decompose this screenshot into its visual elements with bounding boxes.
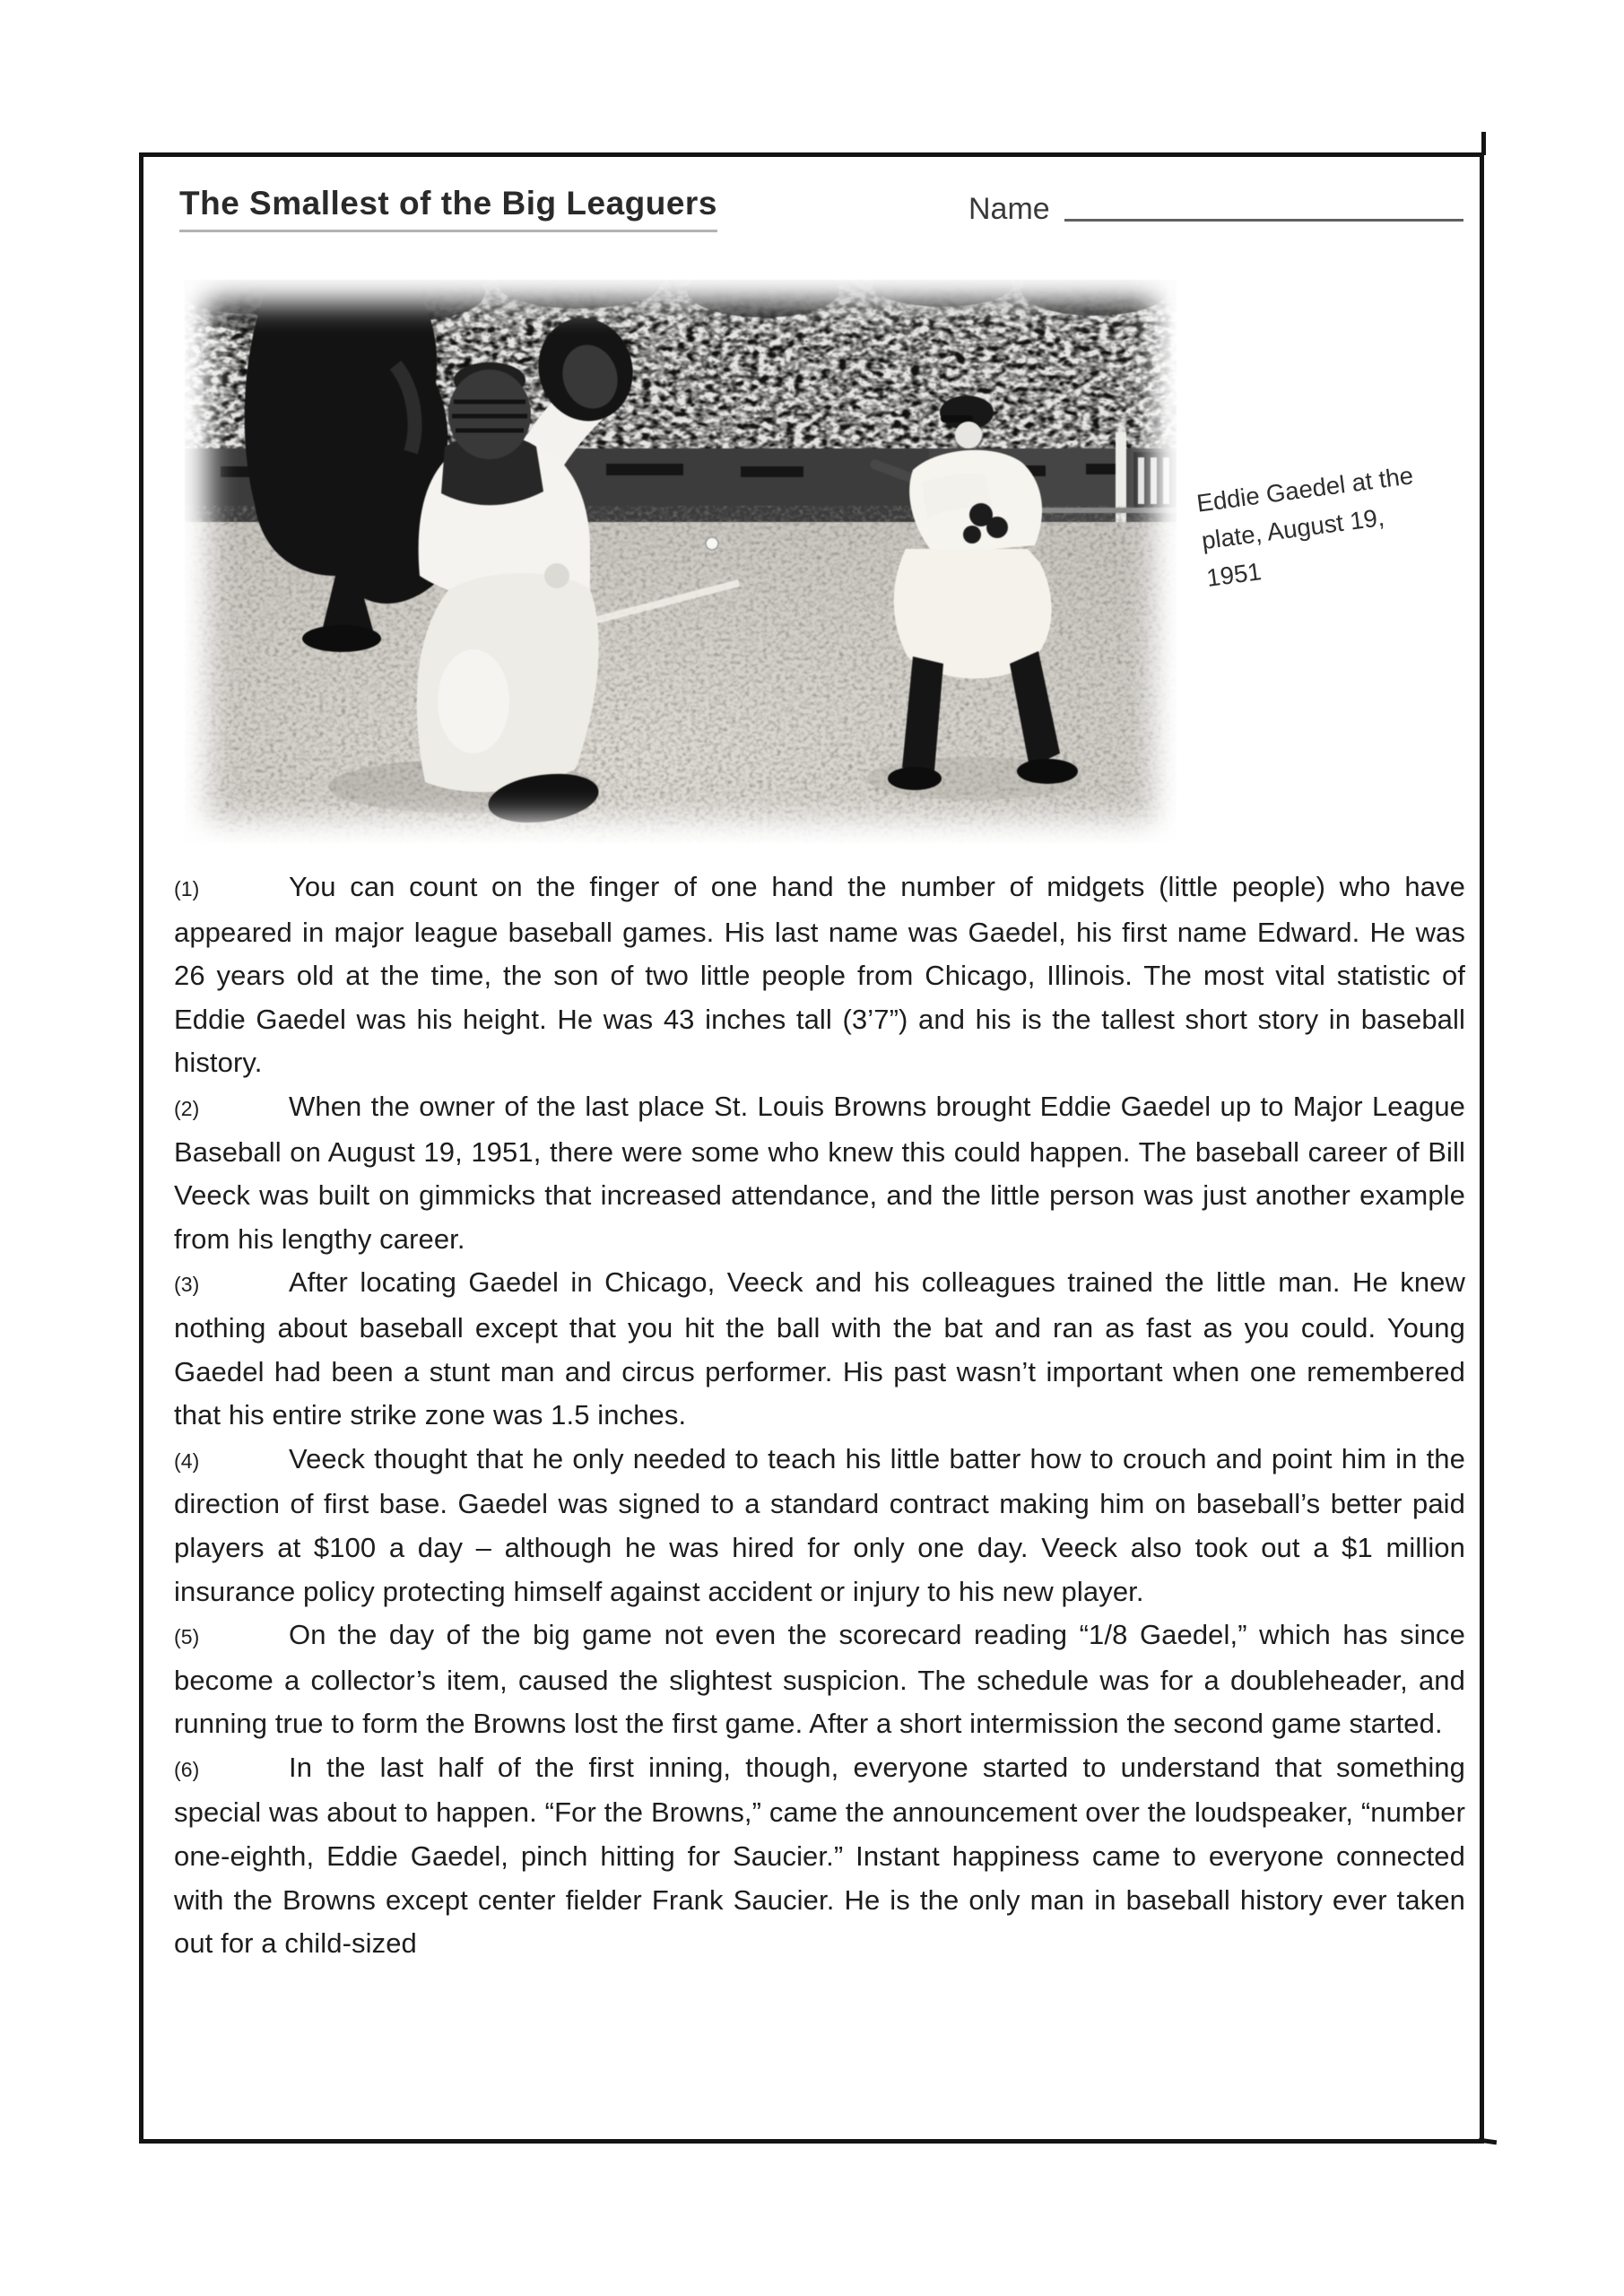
paragraph-text: When the owner of the last place St. Louis Browns brought Eddie Gaedel up to Major League Baseball on August 19, 1951, there were some who knew this could happen. The baseball career of Bill Veeck was built on gimmicks that increased attendance, and the little person was just another example from his lengthy career. <box>174 1090 1465 1255</box>
baseball-photo-image <box>185 280 1177 843</box>
baseball <box>706 537 718 550</box>
photo-caption <box>1194 448 1494 596</box>
page-title: The Smallest of the Big Leaguers <box>179 184 717 232</box>
paragraph-6 <box>174 1746 1465 1966</box>
photo-caption-line: plate, August 19, <box>1200 502 1386 555</box>
paragraph-number: (6) <box>174 1757 200 1781</box>
photo-caption-line: 1951 <box>1204 556 1264 592</box>
paragraph-1 <box>174 865 1465 1085</box>
paragraph-text: You can count on the finger of one hand the number of midgets (little people) who have appeared in major league baseball games. His last name was Gaedel, his first name Edward. He was 26 years old at the time, the son of two little people from Chicago, Illinois. The most vital statistic of Eddie Gaedel was his height. He was 43 inches tall (3’7”) and his is the tallest short story in baseball history. <box>174 871 1465 1079</box>
paragraph-number: (3) <box>174 1273 200 1297</box>
baseball-photo <box>185 280 1177 843</box>
paragraph-4 <box>174 1438 1465 1613</box>
worksheet-page <box>139 152 1484 2144</box>
paragraph-text: Veeck thought that he only needed to teach his little batter how to crouch and point him in the direction of first base. Gaedel was signed to a standard contract making him on baseball’s better paid players at $100 a day – although he was hired for only one day. Veeck also took out a $1 million insurance policy protecting himself against accident or injury to his new player. <box>174 1442 1465 1607</box>
photo-caption-line: Eddie Gaedel at the <box>1194 461 1415 517</box>
paragraph-text: In the last half of the first inning, though, everyone started to understand that something special was about to happen. “For the Browns,” came the announcement over the loudspeaker, “number one-eighth, Eddie Gaedel, pinch hitting for Saucier.” Instant happiness came to everyone connected with the Browns except center fielder Frank Saucier. He is the only man in baseball history ever taken out for a child-sized <box>174 1751 1465 1960</box>
name-blank-line <box>1064 219 1463 222</box>
paragraph-2 <box>174 1085 1465 1261</box>
paragraph-3 <box>174 1261 1465 1437</box>
paragraph-text: On the day of the big game not even the scorecard reading “1/8 Gaedel,” which has since become a collector’s item, caused the slightest suspicion. The schedule was for a doubleheader, and running true to form the Browns lost the first game. After a short intermission the second game started. <box>174 1619 1465 1740</box>
paragraph-5 <box>174 1613 1465 1746</box>
name-field <box>968 193 1463 226</box>
reading-passage <box>174 865 1465 1966</box>
paragraph-number: (4) <box>174 1448 200 1473</box>
name-label: Name <box>968 192 1050 226</box>
paragraph-number: (2) <box>174 1096 200 1120</box>
paragraph-number: (1) <box>174 877 200 900</box>
paragraph-text: After locating Gaedel in Chicago, Veeck and his colleagues trained the little man. He knew nothing about baseball except that you hit the ball with the bat and ran as fast as you could. Young Gaedel had been a stunt man and circus performer. His past wasn’t important when one remembered that his entire strike zone was 1.5 inches. <box>174 1266 1465 1431</box>
paragraph-number: (5) <box>174 1625 200 1649</box>
